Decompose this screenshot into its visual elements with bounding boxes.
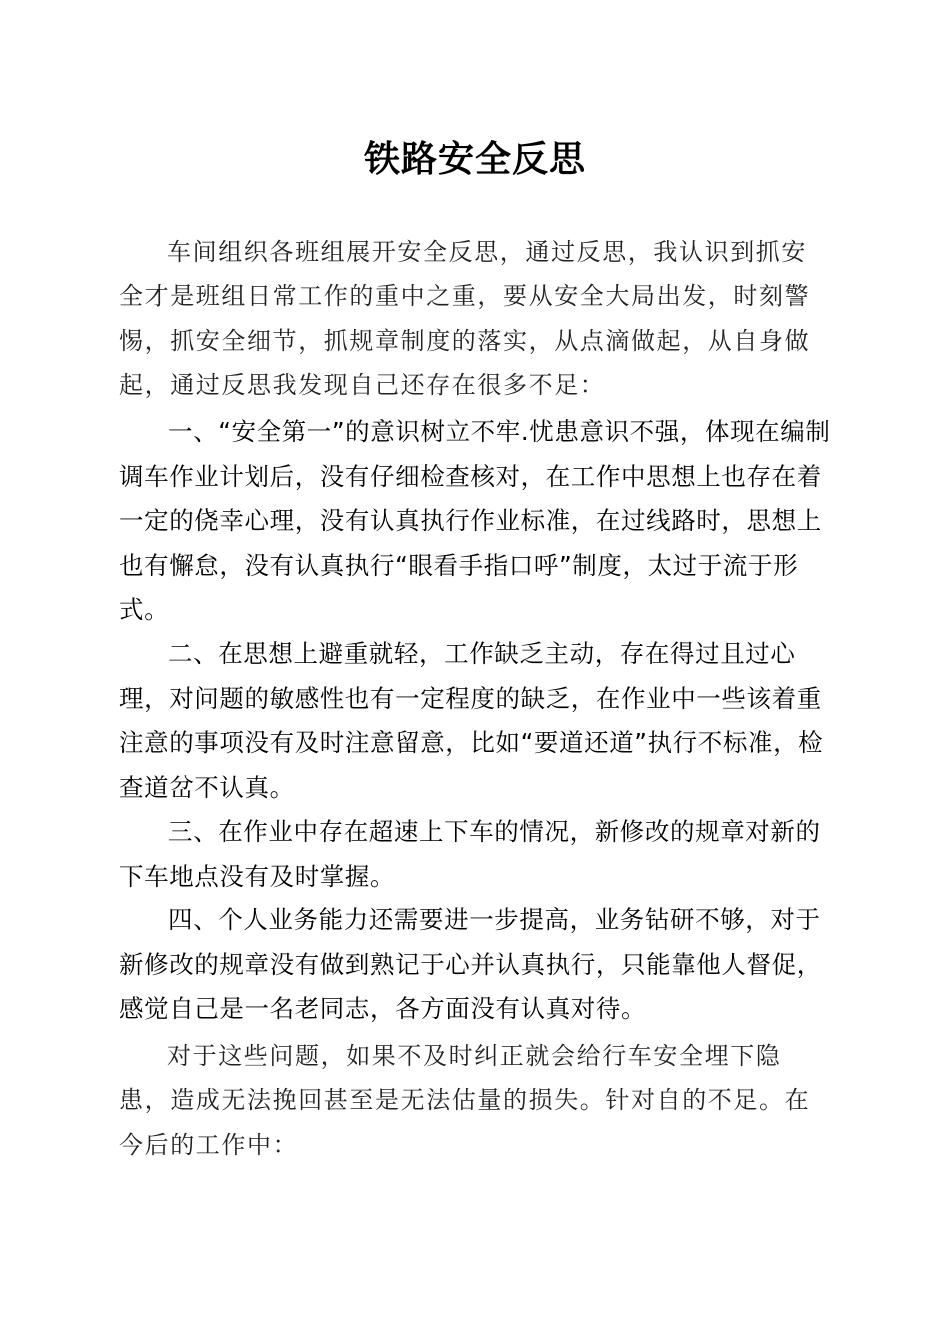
paragraph-point-one: 一、“安全第一”的意识树立不牢.忧患意识不强，体现在编制调车作业计划后，没有仔细检查核对，在工作中思想上也存在着一定的侥幸心理，没有认真执行作业标准，在过线路时，思想上也有懈怠，没有认真执行“眼看手指口呼”制度，太过于流于形式。 — [119, 417, 831, 624]
paragraph-point-two: 二、在思想上避重就轻，工作缺乏主动，存在得过且过心理，对问题的敏感性也有一定程度的缺乏，在作业中一些该着重注意的事项没有及时注意留意，比如“要道还道”执行不标准，检查道岔不认真。 — [119, 639, 824, 802]
paragraph-point-three: 三、在作业中存在超速上下车的情况，新修改的规章对新的下车地点没有及时掌握。 — [119, 817, 821, 891]
paragraph-point-four: 四、个人业务能力还需要进一步提高，业务钻研不够，对于新修改的规章没有做到熟记于心并认真执行，只能靠他人督促，感觉自己是一名老同志，各方面没有认真对待。 — [119, 905, 822, 1023]
paragraph-intro: 车间组织各班组展开安全反思，通过反思，我认识到抓安全才是班组日常工作的重中之重，要从安全大局出发，时刻警惕，抓安全细节，抓规章制度的落实，从点滴做起，从自身做起，通过反思我发现自己还存在很多不足： — [119, 238, 811, 400]
paragraph-conclusion: 对于这些问题，如果不及时纠正就会给行车安全埋下隐患，造成无法挽回甚至是无法估量的损失。针对自的不足。在今后的工作中： — [119, 1042, 811, 1159]
document-title: 铁路安全反思 — [363, 138, 586, 180]
